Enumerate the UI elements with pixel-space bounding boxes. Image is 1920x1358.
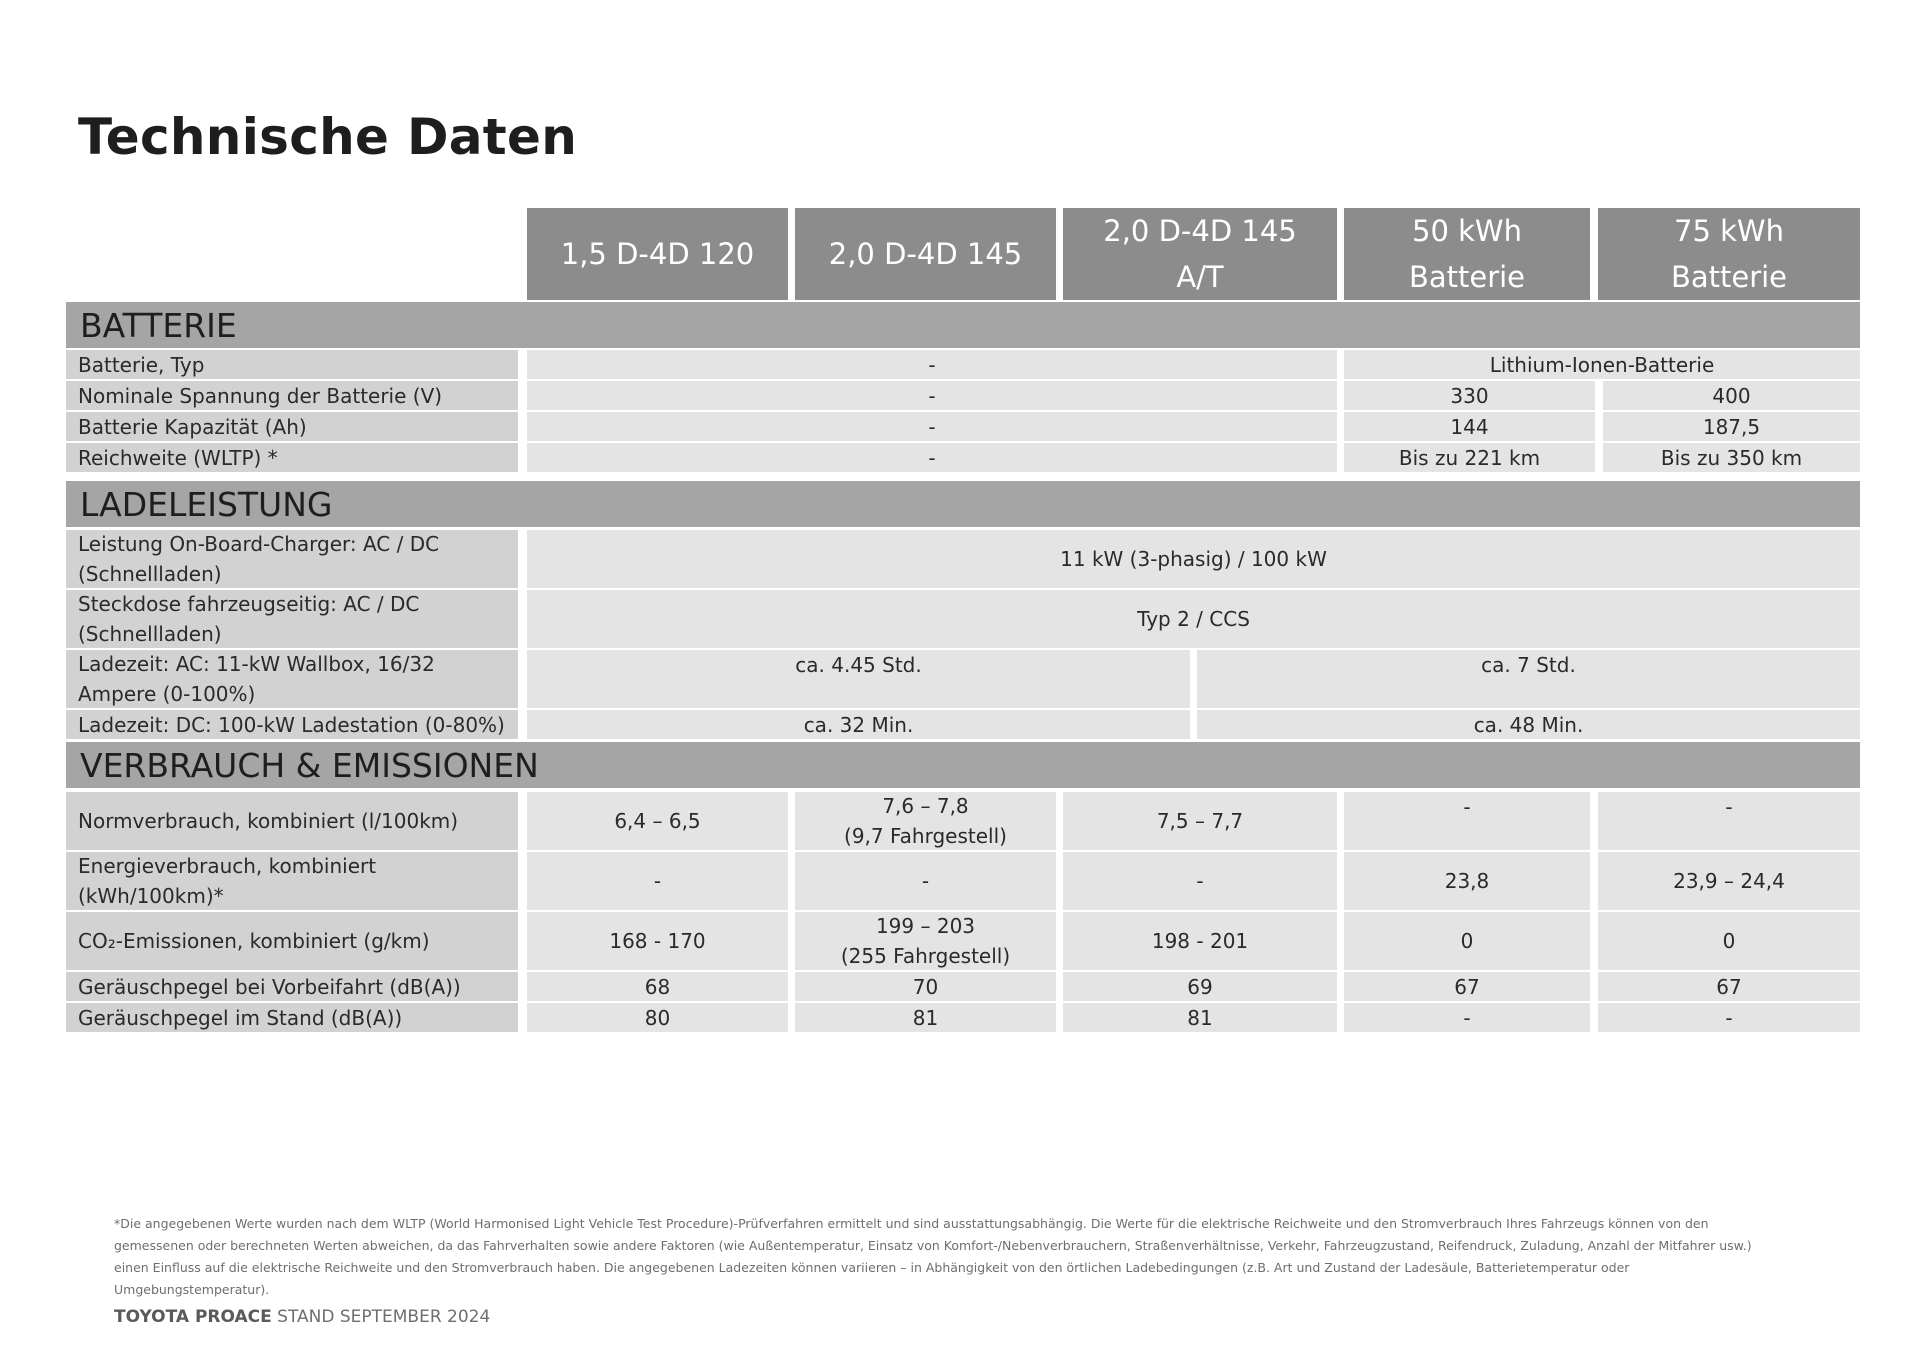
table-cell: ca. 4.45 Std.: [527, 650, 1190, 708]
row-label: Energieverbrauch, kombiniert (kWh/100km)*: [66, 852, 518, 910]
table-cell: 80: [527, 1003, 788, 1032]
table-cell: -: [527, 852, 788, 910]
table-cell: 81: [795, 1003, 1056, 1032]
table-cell: 81: [1063, 1003, 1337, 1032]
table-cell: 168 - 170: [527, 912, 788, 970]
table-cell: Bis zu 221 km: [1344, 443, 1595, 472]
table-cell: 7,6 – 7,8 (9,7 Fahrgestell): [795, 792, 1056, 850]
table-cell: 67: [1344, 972, 1590, 1001]
table-cell: Lithium-Ionen-Batterie: [1344, 350, 1860, 379]
table-cell: 0: [1344, 912, 1590, 970]
table-cell: 23,9 – 24,4: [1598, 852, 1860, 910]
section-heading-ladeleistung: LADELEISTUNG: [66, 481, 1860, 527]
column-header: 1,5 D-4D 120: [527, 208, 788, 300]
column-header: 2,0 D-4D 145: [795, 208, 1056, 300]
table-cell: ca. 7 Std.: [1197, 650, 1860, 708]
table-cell: -: [527, 443, 1337, 472]
column-header: 2,0 D-4D 145 A/T: [1063, 208, 1337, 300]
row-label: Ladezeit: DC: 100-kW Ladestation (0-80%): [66, 710, 518, 739]
row-label: CO₂-Emissionen, kombiniert (g/km): [66, 912, 518, 970]
table-cell: 69: [1063, 972, 1337, 1001]
row-label: Steckdose fahrzeugseitig: AC / DC (Schnellladen): [66, 590, 518, 648]
table-cell: -: [1598, 792, 1860, 850]
table-cell: 70: [795, 972, 1056, 1001]
table-cell: -: [1598, 1003, 1860, 1032]
table-cell: Bis zu 350 km: [1603, 443, 1860, 472]
table-cell: -: [527, 381, 1337, 410]
table-cell: Typ 2 / CCS: [527, 590, 1860, 648]
table-cell: 198 - 201: [1063, 912, 1337, 970]
row-label: Batterie Kapazität (Ah): [66, 412, 518, 441]
table-cell: 6,4 – 6,5: [527, 792, 788, 850]
row-label: Normverbrauch, kombiniert (l/100km): [66, 792, 518, 850]
row-label: Geräuschpegel bei Vorbeifahrt (dB(A)): [66, 972, 518, 1001]
table-cell: 199 – 203 (255 Fahrgestell): [795, 912, 1056, 970]
row-label: Geräuschpegel im Stand (dB(A)): [66, 1003, 518, 1032]
table-cell: 400: [1603, 381, 1860, 410]
table-cell: ca. 32 Min.: [527, 710, 1190, 739]
row-label: Batterie, Typ: [66, 350, 518, 379]
row-label: Ladezeit: AC: 11-kW Wallbox, 16/32 Ampere (0-100%): [66, 650, 518, 708]
table-cell: 0: [1598, 912, 1860, 970]
table-cell: 7,5 – 7,7: [1063, 792, 1337, 850]
row-label: Reichweite (WLTP) *: [66, 443, 518, 472]
table-cell: -: [1063, 852, 1337, 910]
table-cell: -: [527, 412, 1337, 441]
table-cell: 330: [1344, 381, 1595, 410]
table-cell: ca. 48 Min.: [1197, 710, 1860, 739]
column-header: 50 kWh Batterie: [1344, 208, 1590, 300]
footer-brand: TOYOTA PROACE: [114, 1307, 272, 1327]
table-cell: 67: [1598, 972, 1860, 1001]
table-cell: 11 kW (3-phasig) / 100 kW: [527, 530, 1860, 588]
table-cell: 187,5: [1603, 412, 1860, 441]
footer-stand: STAND SEPTEMBER 2024: [277, 1307, 491, 1327]
footnote: *Die angegebenen Werte wurden nach dem WLTP (World Harmonised Light Vehicle Test Procedure)-Prüfverfahren ermittelt und sind ausstattungsabhängig. Die Werte für die elektrische Reichweite und den Stromverbrauch Ihres Fahrzeugs können von den gemessenen oder berechneten Werten abweichen, da das Fahrverhalten sowie andere Faktoren (wie Außentemperatur, Einsatz von Komfort-/Nebenverbrauchern, Straßenverhältnisse, Verkehr, Fahrzeugzustand, Reifendruck, Zuladung, Anzahl der Mitfahrer usw.) einen Einfluss auf die elektrische Reichweite und den Stromverbrauch haben. Die angegebenen Ladezeiten können variieren – in Abhängigkeit von den örtlichen Ladebedingungen (z.B. Art und Zustand der Ladesäule, Batterietemperatur oder Umgebungstemperatur).: [114, 1216, 1752, 1297]
section-heading-batterie: BATTERIE: [66, 302, 1860, 348]
table-cell: 68: [527, 972, 788, 1001]
column-header: 75 kWh Batterie: [1598, 208, 1860, 300]
table-cell: -: [1344, 792, 1590, 850]
table-cell: 144: [1344, 412, 1595, 441]
table-cell: -: [795, 852, 1056, 910]
section-heading-verbrauch: VERBRAUCH & EMISSIONEN: [66, 742, 1860, 788]
table-cell: -: [1344, 1003, 1590, 1032]
footer: [114, 1307, 490, 1327]
row-label: Leistung On-Board-Charger: AC / DC (Schnellladen): [66, 530, 518, 588]
table-cell: 23,8: [1344, 852, 1590, 910]
page-title: Technische Daten: [78, 108, 578, 166]
row-label: Nominale Spannung der Batterie (V): [66, 381, 518, 410]
table-cell: -: [527, 350, 1337, 379]
